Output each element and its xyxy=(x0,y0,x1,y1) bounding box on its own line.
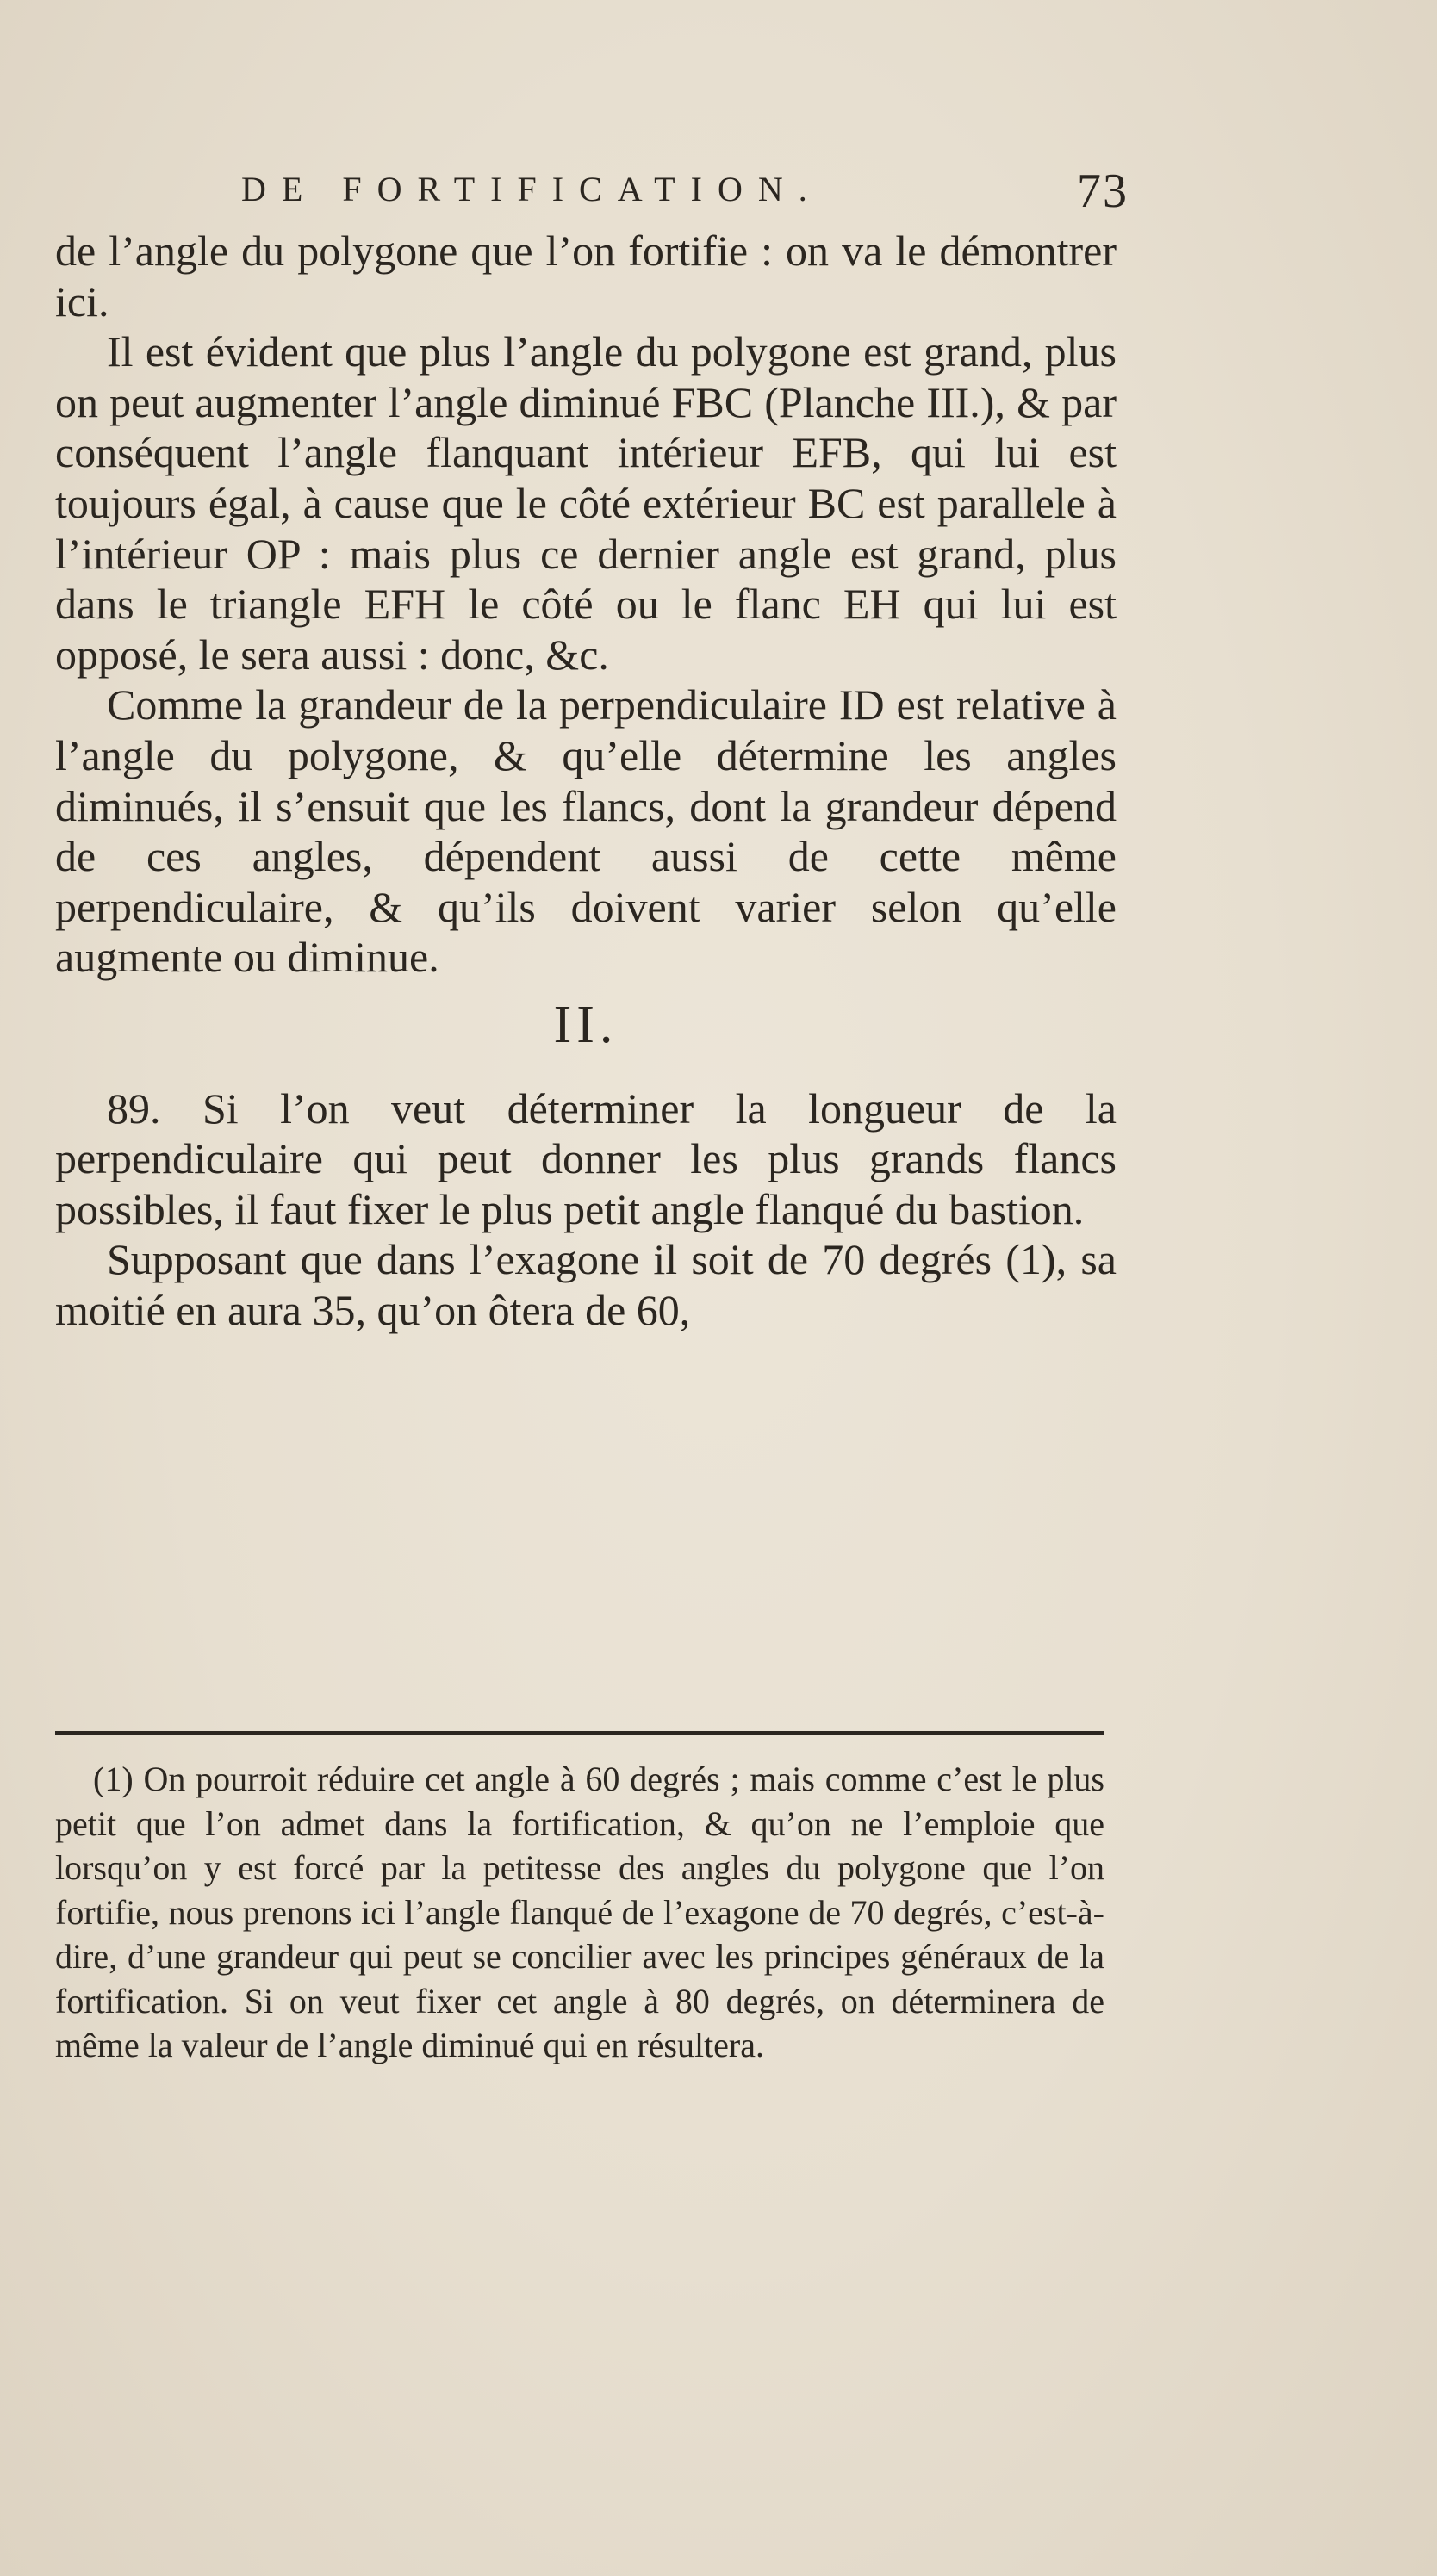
paragraph-continuation: de l’angle du polygone que l’on fortifie : on va le démontrer ici. xyxy=(55,227,1117,326)
running-title: DE FORTIFICATION. xyxy=(241,170,823,208)
footnote-text: (1) On pourroit réduire cet angle à 60 degrés ; mais comme c’est le plus petit que l’on admet dans la fortification, & qu’on ne l’emploie que lorsqu’on y est forcé par la petitesse des angles du polygone que l’on fortifie, nous prenons ici l’angle flanqué de l’exagone de 70 degrés, c’est-à-dire, d’une grandeur qui peut se concilier avec les principes généraux de la fortification. Si on veut fixer cet angle à 80 degrés, on déterminera de même la valeur de l’angle diminué qui en résultera. xyxy=(55,1760,1104,2064)
running-head xyxy=(241,164,1129,220)
numbered-paragraph: 89. Si l’on veut déterminer la longueur de la perpendiculaire qui peut donner les plus grands flancs possibles, il faut fixer le plus petit angle flanqué du bastion. xyxy=(55,1083,1117,1233)
section-numeral: II. xyxy=(553,995,619,1054)
footnote-rule xyxy=(55,1731,1104,1735)
paragraph: Supposant que dans l’exagone il soit de 70 degrés (1), sa moitié en aura 35, qu’on ôtera de 60, xyxy=(55,1235,1117,1334)
paragraph: Comme la grandeur de la perpendiculaire ID est relative à l’angle du polygone, & qu’elle détermine les angles diminués, il s’ensuit que les flancs, dont la grandeur dépend de ces angles, dépendent aussi de cette même perpendiculaire, & qu’ils doivent varier selon qu’elle augmente ou diminue. xyxy=(55,680,1117,982)
main-text xyxy=(55,226,1117,1335)
footnote xyxy=(55,1757,1104,2068)
paragraph: Il est évident que plus l’angle du polygone est grand, plus on peut augmenter l’angle diminué FBC (Planche III.), & par conséquent l’angle flanquant intérieur EFB, qui lui est toujours égal, à cause que le côté extérieur BC est parallele à l’intérieur OP : mais plus ce dernier angle est grand, plus dans le triangle EFH le côté ou le flanc EH qui lui est opposé, le sera aussi : donc, &c. xyxy=(55,327,1117,679)
page-number: 73 xyxy=(1077,164,1129,218)
